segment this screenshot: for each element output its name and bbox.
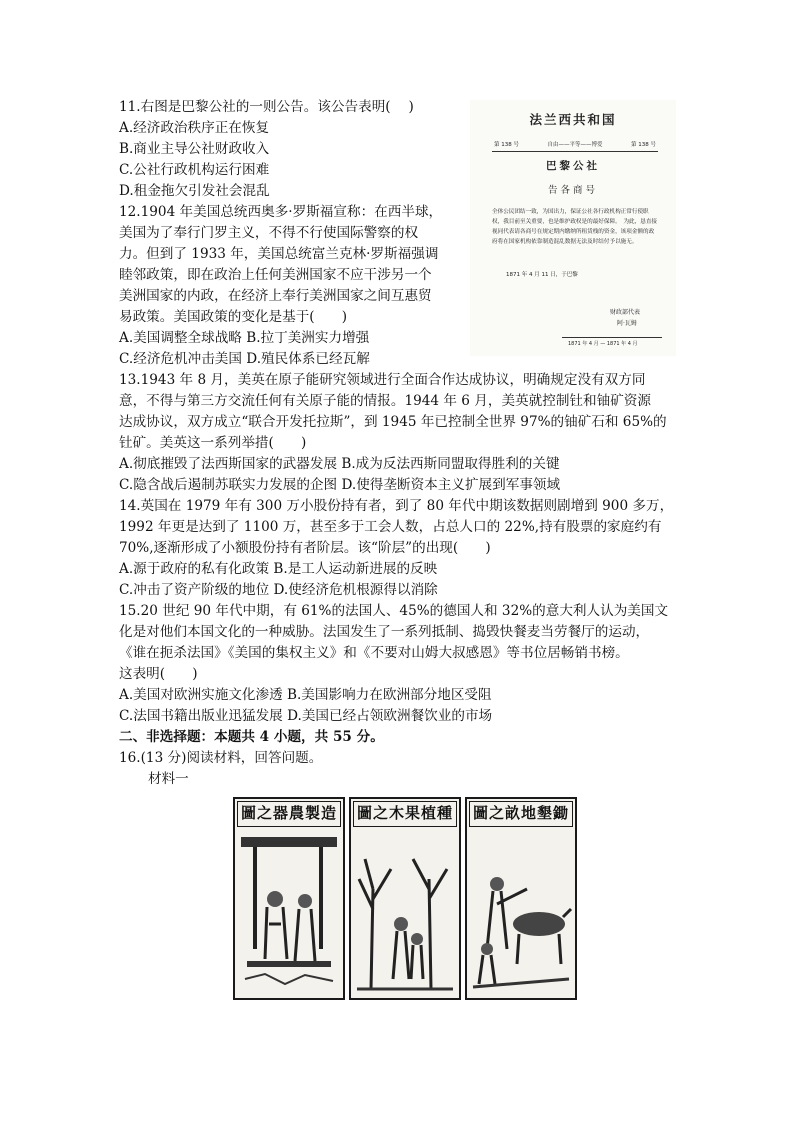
q12-option-cd: C.经济危机冲击美国 D.殖民体系已经瓦解 [119, 351, 370, 367]
notice-footer: 1871 年 4 月 — 1871 年 4 月 [568, 341, 638, 347]
q12-option-ab: A.美国调整全球战略 B.拉丁美洲实力增强 [119, 330, 370, 346]
q12-line: 睦邻政策，即在政治上任何美洲国家不应干涉另一个 [119, 267, 432, 283]
q14-line: 14.英国在 1979 年有 300 万小股份持有者，到了 80 年代中期该数据则剧增到 900 多万， [119, 498, 674, 514]
q13-line: 13.1943 年 8 月，美英在原子能研究领域进行全面合作达成协议，明确规定没有双方同 [119, 372, 646, 388]
notice-title: 法兰西共和国 [529, 112, 617, 127]
notice-issue-right: 第 138 号 [630, 142, 656, 148]
q14-option-ab: A.源于政府的私有化政策 B.是工人运动新进展的反映 [119, 561, 438, 577]
q13-option-cd: C.隐含战后遏制苏联实力发展的企图 D.使得垄断资本主义扩展到军事领域 [119, 477, 561, 493]
notice-subtitle: 告各商号 [547, 185, 598, 196]
q11-stem: 11.右图是巴黎公社的一则公告。该公告表明( ) [119, 99, 414, 115]
q14-line: 70%,逐渐形成了小额股份持有者阶层。该“阶层”的出现( ) [119, 540, 491, 556]
q13-option-ab: A.彻底摧毁了法西斯国家的武器发展 B.成为反法西斯同盟取得胜利的关键 [119, 456, 560, 472]
q11-option-a: A.经济政治秩序正在恢复 [119, 120, 270, 136]
q16-stem: 16.(13 分)阅读材料，回答问题。 [119, 750, 323, 766]
print-hoeing-fields [465, 797, 577, 1000]
notice-header-row [494, 140, 656, 148]
paris-commune-notice-image [470, 100, 676, 356]
notice-signatory-title: 财政部代表 [610, 309, 641, 316]
print-farm-tools [233, 797, 345, 1000]
q12-line: 美国为了奉行门罗主义，不得不行使国际警察的权 [119, 225, 419, 241]
q12-line: 12.1904 年美国总统西奥多·罗斯福宣称：在西半球， [119, 204, 443, 220]
q13-line: 达成协议，双方成立“联合开发托拉斯”，到 1945 年已控制全世界 97%的铀矿石和 65%的 [119, 414, 667, 430]
q15-line: 15.20 世纪 90 年代中期，有 61%的法国人、45%的德国人和 32%的意大利人认为美国文 [119, 603, 669, 619]
q11-option-b: B.商业主导公社财政收入 [119, 141, 270, 157]
q15-line: 这表明( ) [119, 666, 198, 682]
q12-line: 力。但到了 1933 年，美国总统富兰克林·罗斯福强调 [119, 246, 439, 262]
material-label: 材料一 [148, 771, 189, 787]
q13-line: 钍矿。美英这一系列举措( ) [119, 435, 307, 451]
notice-issue-left: 第 138 号 [494, 142, 519, 148]
notice-date: 1871 年 4 月 11 日，于巴黎 [506, 272, 578, 278]
q15-option-ab: A.美国对欧洲实施文化渗透 B.美国影响力在欧洲部分地区受阻 [119, 687, 492, 703]
print-title: 種植果木之圖 [353, 801, 457, 827]
woodblock-prints-image [233, 797, 577, 1002]
farm-tools-illustration [235, 829, 343, 999]
section-heading: 二、非选择题：本题共 4 小题，共 55 分。 [119, 729, 384, 745]
hoeing-fields-illustration [467, 829, 575, 999]
q12-line: 易政策。美国政策的变化是基于( ) [119, 309, 348, 325]
q15-option-cd: C.法国书籍出版业迅猛发展 D.美国已经占领欧洲餐饮业的市场 [119, 708, 493, 724]
notice-org: 巴黎公社 [546, 160, 600, 172]
notice-motto: 自由——平等——博爱 [547, 142, 603, 148]
notice-body: 全体公民团结一致，为国出力，保证公社各行政机构正常行使职权，我目前至关重要，也是维护政权是的最好保障。 为此，恳直接视同代表请各商号在规定期内缴纳所租赁栈的资金，该项金额的政府将在国家机构依靠制造混乱数据无法及时结付予以施无。 [492, 209, 658, 245]
q11-option-d: D.租金拖欠引发社会混乱 [119, 183, 270, 199]
fruit-trees-illustration [351, 829, 459, 999]
print-fruit-trees [349, 797, 461, 1000]
notice-signatory-name: 阿·瓦姆 [617, 320, 637, 327]
q13-line: 意，不得与第三方交流任何有关原子能的情报。1944 年 6 月，美英就控制钍和铀矿资源 [119, 393, 651, 409]
print-title: 鋤墾地畝之圖 [469, 801, 573, 827]
q12-line: 美洲国家的内政，在经济上奉行美洲国家之间互惠贸 [119, 288, 432, 304]
q14-option-cd: C.冲击了资产阶级的地位 D.使经济危机根源得以消除 [119, 582, 438, 598]
q11-option-c: C.公社行政机构运行困难 [119, 162, 270, 178]
print-title: 造製農器之圖 [237, 801, 341, 827]
notice-footer-divider [562, 337, 662, 338]
q15-line: 化是对他们本国文化的一种威胁。法国发生了一系列抵制、捣毁快餐麦当劳餐厅的运动， [119, 624, 650, 640]
notice-divider [492, 151, 658, 152]
q15-line: 《谁在扼杀法国》《美国的集权主义》和《不要对山姆大叔感恩》等书位居畅销书榜。 [119, 645, 629, 661]
q14-line: 1992 年更是达到了 1100 万，甚至多于工会人数，占总人口的 22%,持有股票的家庭约有 [119, 519, 662, 535]
